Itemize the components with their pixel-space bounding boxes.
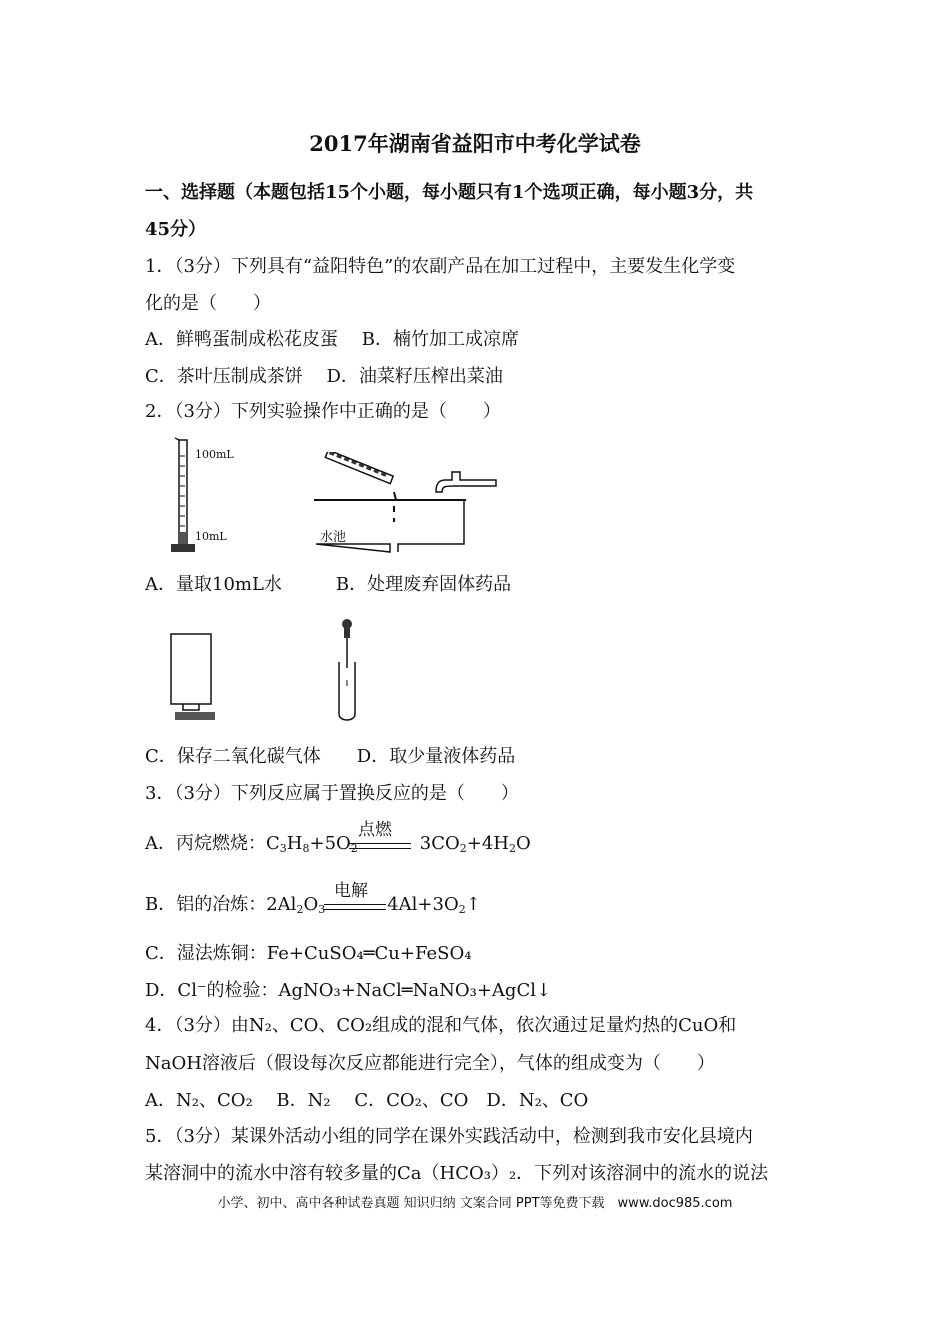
q1-stem-cont: 化的是（ ）: [145, 293, 271, 314]
q3-b-prefix: B．铝的冶炼：: [145, 894, 267, 915]
q3-b-reactants: $2Al_2O_3$: [266, 894, 326, 916]
q3-a-reactants: $C_3H_8+5O_2$: [266, 833, 358, 855]
q5-stem: 5．（3分）某课外活动小组的同学在课外实践活动中，检测到我市安化县境内: [145, 1126, 753, 1147]
q1-stem: 1．（3分）下列具有“益阳特色”的农副产品在加工过程中，主要发生化学变: [145, 256, 736, 277]
sink-label: 水池: [320, 530, 347, 545]
page-title: 2017年湖南省益阳市中考化学试卷: [309, 131, 641, 156]
q4-stem-cont: NaOH溶液后（假设每次反应都能进行完全），气体的组成变为（ ）: [145, 1053, 715, 1074]
q4-options: A．N₂、CO₂ B．N₂ C．CO₂、CO D．N₂、CO: [145, 1090, 589, 1111]
q3-a-products: $3CO_2+4H_2O$: [419, 833, 531, 855]
dropper-test-tube-figure: [330, 618, 370, 726]
q2-stem: 2．（3分）下列实验操作中正确的是（ ）: [145, 401, 501, 422]
q3-option-b: [145, 893, 481, 922]
q3-stem: 3．（3分）下列反应属于置换反应的是（ ）: [145, 783, 519, 804]
cylinder-label-100ml: 100mL: [195, 448, 234, 461]
footer-ad: 小学、初中、高中各种试卷真题 知识归纳 文案合同 PPT等免费下载 www.doc985.com: [217, 1196, 733, 1211]
q3-a-equals-sign: [349, 843, 411, 849]
section-heading-cont: 45分）: [145, 219, 207, 240]
q2-options-ab: A．量取10mL水 B．处理废弃固体药品: [145, 574, 512, 595]
q3-b-condition: 电解: [334, 881, 368, 901]
q5-stem-cont: 某溶洞中的流水中溶有较多量的Ca（HCO₃）₂．下列对该溶洞中的流水的说法: [145, 1163, 769, 1184]
q3-option-d: D．Cl⁻的检验：AgNO₃+NaCl═NaNO₃+AgCl↓: [145, 980, 552, 1001]
section-heading: 一、选择题（本题包括15个小题，每小题只有1个选项正确，每小题3分，共: [145, 182, 754, 203]
q2-options-cd: C．保存二氧化碳气体 D．取少量液体药品: [145, 746, 516, 767]
q3-b-products: $4Al+3O_2↑$: [387, 894, 481, 916]
q3-option-a: [145, 832, 531, 861]
q1-options-ab: A．鲜鸭蛋制成松花皮蛋 B．楠竹加工成凉席: [145, 329, 519, 350]
q3-option-c: C．湿法炼铜：Fe+CuSO₄═Cu+FeSO₄: [145, 943, 472, 964]
q3-a-prefix: A．丙烷燃烧：: [145, 833, 266, 854]
q3-b-equals-sign: [324, 904, 386, 910]
gas-bottle-figure: [165, 628, 225, 724]
q4-stem: 4．（3分）由N₂、CO、CO₂组成的混和气体，依次通过足量灼热的CuO和: [145, 1015, 737, 1036]
q3-a-condition: 点燃: [358, 820, 392, 840]
cylinder-label-10ml: 10mL: [195, 530, 227, 543]
q1-options-cd: C．茶叶压制成茶饼 D．油菜籽压榨出菜油: [145, 366, 503, 387]
